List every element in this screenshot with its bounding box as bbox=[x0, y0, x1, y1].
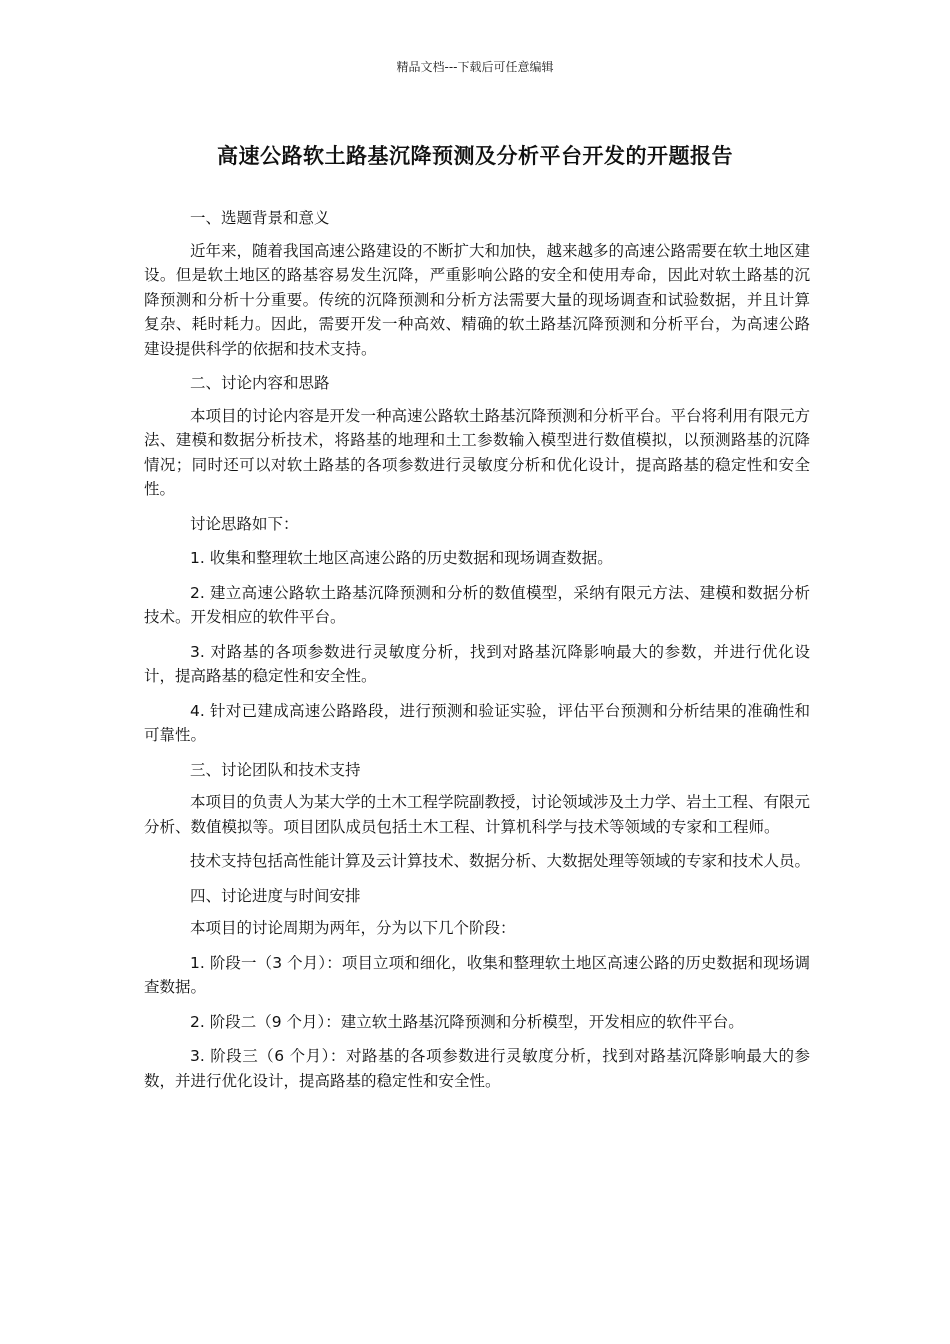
paragraph-approach-intro: 讨论思路如下： bbox=[190, 514, 299, 533]
list-item-approach-3: 3. 对路基的各项参数进行灵敏度分析，找到对路基沉降影响最大的参数，并进行优化设计，提高路基的稳定性和安全性。 bbox=[144, 642, 810, 685]
section-heading-schedule: 四、讨论进度与时间安排 bbox=[190, 886, 361, 905]
paragraph-schedule-intro: 本项目的讨论周期为两年，分为以下几个阶段： bbox=[190, 919, 516, 937]
section-heading-content: 二、讨论内容和思路 bbox=[190, 374, 330, 392]
list-item-approach-2: 2. 建立高速公路软土路基沉降预测和分析的数值模型，采纳有限元方法、建模和数据分析技术。开发相应的软件平台。 bbox=[144, 583, 810, 626]
list-item-approach-1: 1. 收集和整理软土地区高速公路的历史数据和现场调查数据。 bbox=[190, 549, 613, 567]
page-header-watermark: 精品文档---下载后可任意编辑 bbox=[396, 60, 554, 74]
paragraph-team: 本项目的负责人为某大学的土木工程学院副教授，讨论领域涉及土力学、岩土工程、有限元分析、数值模拟等。项目团队成员包括土木工程、计算机科学与技术等领域的专家和工程师。 bbox=[144, 793, 811, 836]
list-item-phase-3: 3. 阶段三（6 个月）：对路基的各项参数进行灵敏度分析，找到对路基沉降影响最大的参数，并进行优化设计，提高路基的稳定性和安全性。 bbox=[144, 1047, 810, 1090]
section-heading-background: 一、选题背景和意义 bbox=[190, 209, 330, 227]
paragraph-background: 近年来，随着我国高速公路建设的不断扩大和加快，越来越多的高速公路需要在软土地区建设。但是软土地区的路基容易发生沉降，严重影响公路的安全和使用寿命，因此对软土路基的沉降预测和分析十分重要。传统的沉降预测和分析方法需要大量的现场调查和试验数据，并且计算复杂、耗时耗力。因此，需要开发一种高效、精确的软土路基沉降预测和分析平台，为高速公路建设提供科学的依据和技术支持。 bbox=[144, 241, 811, 358]
paragraph-content: 本项目的讨论内容是开发一种高速公路软土路基沉降预测和分析平台。平台将利用有限元方法、建模和数据分析技术，将路基的地理和土工参数输入模型进行数值模拟，以预测路基的沉降情况；同时还可以对软土路基的各项参数进行灵敏度分析和优化设计，提高路基的稳定性和安全性。 bbox=[144, 406, 811, 498]
list-item-phase-2: 2. 阶段二（9 个月）：建立软土路基沉降预测和分析模型，开发相应的软件平台。 bbox=[190, 1012, 744, 1031]
section-heading-team: 三、讨论团队和技术支持 bbox=[190, 760, 361, 779]
document-body bbox=[144, 206, 810, 1103]
paragraph-tech-support: 技术支持包括高性能计算及云计算技术、数据分析、大数据处理等领域的专家和技术人员。 bbox=[190, 852, 811, 870]
list-item-approach-4: 4. 针对已建成高速公路路段，进行预测和验证实验，评估平台预测和分析结果的准确性和可靠性。 bbox=[144, 701, 810, 744]
document-title: 高速公路软土路基沉降预测及分析平台开发的开题报告 bbox=[217, 144, 733, 168]
list-item-phase-1: 1. 阶段一（3 个月）：项目立项和细化，收集和整理软土地区高速公路的历史数据和现场调查数据。 bbox=[144, 953, 810, 996]
